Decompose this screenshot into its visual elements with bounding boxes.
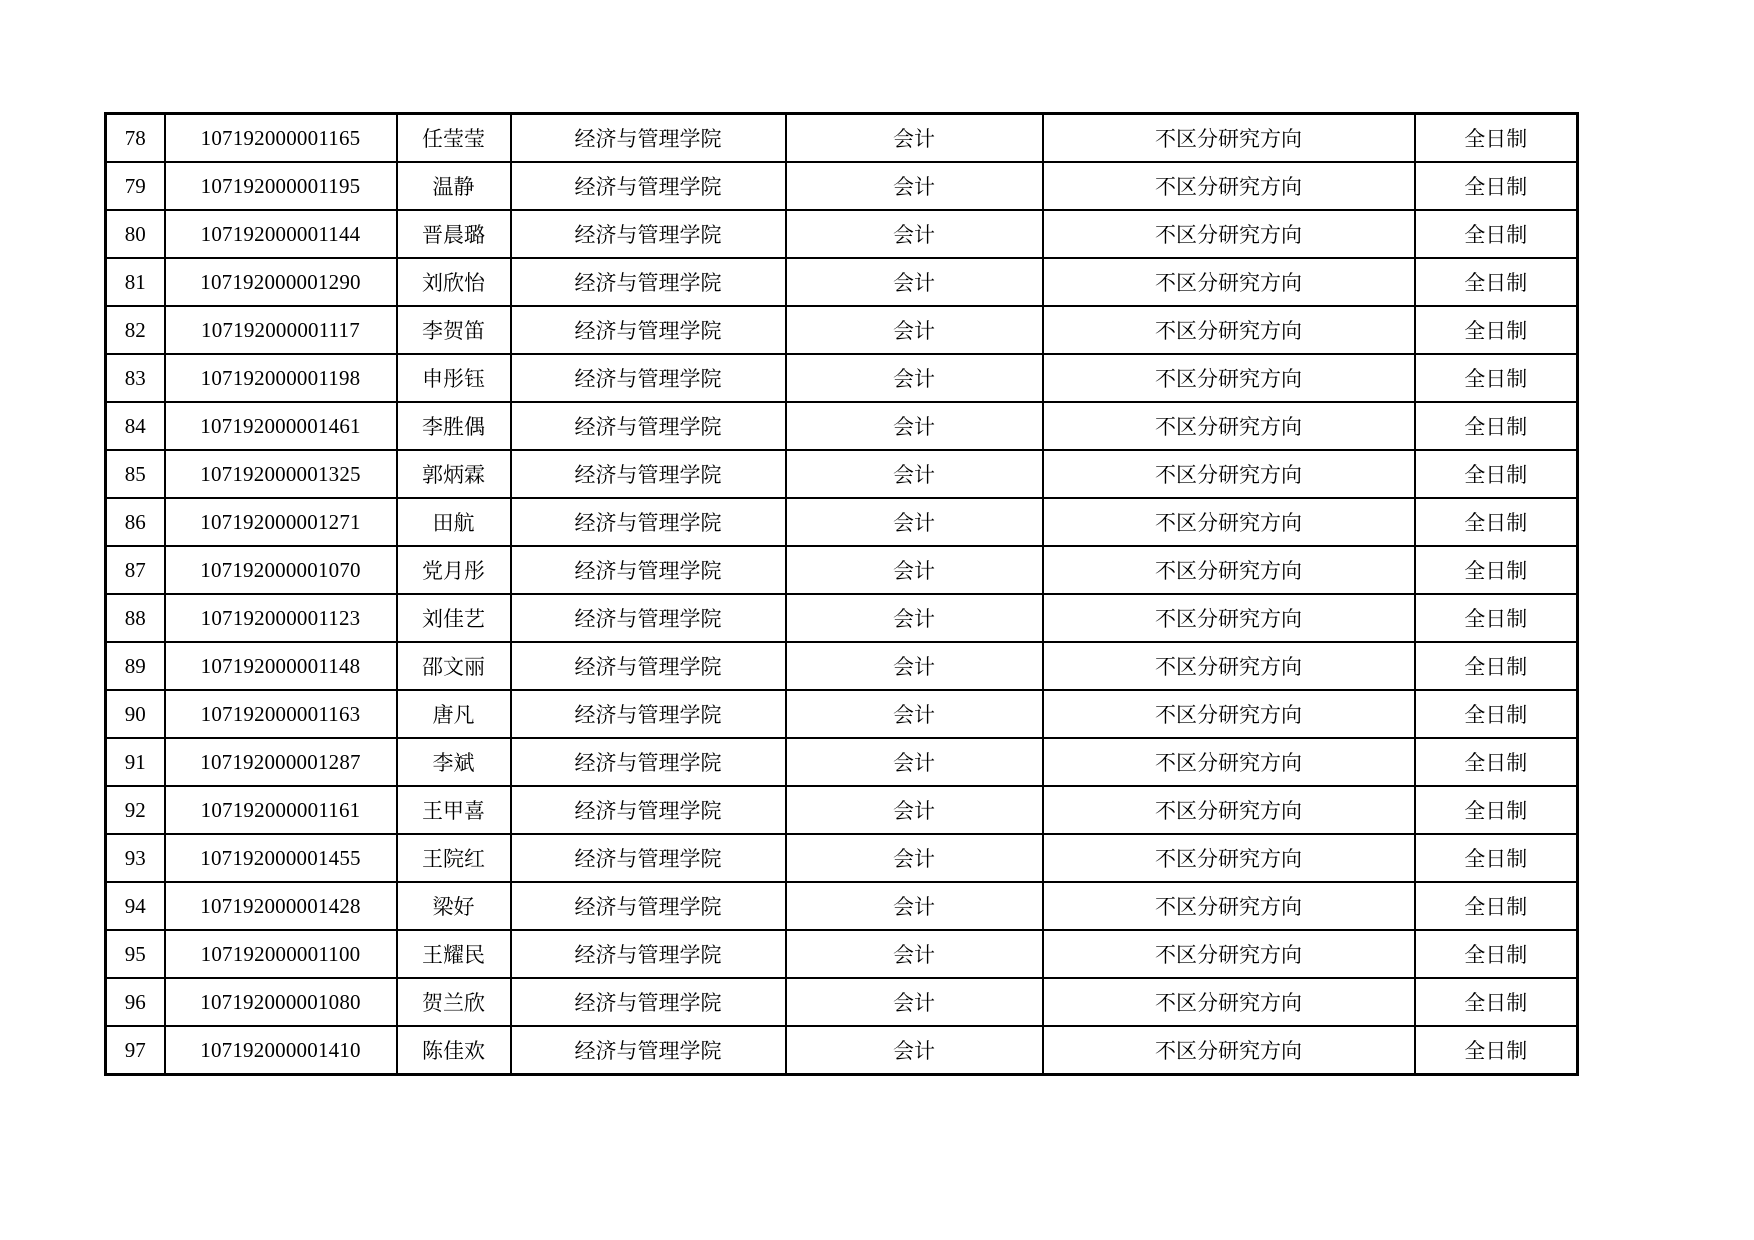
student-name-cell: 邵文丽	[397, 642, 511, 690]
row-number-cell: 81	[106, 258, 165, 306]
row-number-cell: 95	[106, 930, 165, 978]
table-row	[106, 786, 1578, 834]
college-cell: 经济与管理学院	[511, 210, 786, 258]
table-row	[106, 642, 1578, 690]
student-name-cell: 王耀民	[397, 930, 511, 978]
exam-id-cell: 107192000001428	[165, 882, 397, 930]
row-number-cell: 80	[106, 210, 165, 258]
student-name-cell: 陈佳欢	[397, 1026, 511, 1075]
table-row	[106, 690, 1578, 738]
table-row	[106, 498, 1578, 546]
row-number-cell: 92	[106, 786, 165, 834]
row-number-cell: 87	[106, 546, 165, 594]
major-cell: 会计	[786, 882, 1043, 930]
college-cell: 经济与管理学院	[511, 738, 786, 786]
major-cell: 会计	[786, 162, 1043, 210]
student-name-cell: 王院红	[397, 834, 511, 882]
admission-list-table	[104, 112, 1579, 1076]
exam-id-cell: 107192000001080	[165, 978, 397, 1026]
student-name-cell: 李胜偶	[397, 402, 511, 450]
student-name-cell: 温静	[397, 162, 511, 210]
study-mode-cell: 全日制	[1415, 786, 1578, 834]
row-number-cell: 85	[106, 450, 165, 498]
student-name-cell: 申彤钰	[397, 354, 511, 402]
college-cell: 经济与管理学院	[511, 834, 786, 882]
college-cell: 经济与管理学院	[511, 594, 786, 642]
student-name-cell: 唐凡	[397, 690, 511, 738]
major-cell: 会计	[786, 210, 1043, 258]
student-name-cell: 李斌	[397, 738, 511, 786]
major-cell: 会计	[786, 114, 1043, 163]
major-cell: 会计	[786, 258, 1043, 306]
row-number-cell: 90	[106, 690, 165, 738]
college-cell: 经济与管理学院	[511, 402, 786, 450]
exam-id-cell: 107192000001144	[165, 210, 397, 258]
study-mode-cell: 全日制	[1415, 930, 1578, 978]
student-name-cell: 刘欣怡	[397, 258, 511, 306]
study-mode-cell: 全日制	[1415, 354, 1578, 402]
row-number-cell: 82	[106, 306, 165, 354]
table-row	[106, 738, 1578, 786]
major-cell: 会计	[786, 978, 1043, 1026]
research-direction-cell: 不区分研究方向	[1043, 690, 1415, 738]
study-mode-cell: 全日制	[1415, 642, 1578, 690]
research-direction-cell: 不区分研究方向	[1043, 354, 1415, 402]
table-row	[106, 834, 1578, 882]
study-mode-cell: 全日制	[1415, 210, 1578, 258]
study-mode-cell: 全日制	[1415, 450, 1578, 498]
exam-id-cell: 107192000001163	[165, 690, 397, 738]
document-page	[104, 112, 1576, 1076]
study-mode-cell: 全日制	[1415, 882, 1578, 930]
study-mode-cell: 全日制	[1415, 834, 1578, 882]
exam-id-cell: 107192000001271	[165, 498, 397, 546]
major-cell: 会计	[786, 738, 1043, 786]
major-cell: 会计	[786, 306, 1043, 354]
study-mode-cell: 全日制	[1415, 1026, 1578, 1075]
major-cell: 会计	[786, 450, 1043, 498]
row-number-cell: 84	[106, 402, 165, 450]
row-number-cell: 97	[106, 1026, 165, 1075]
study-mode-cell: 全日制	[1415, 306, 1578, 354]
study-mode-cell: 全日制	[1415, 498, 1578, 546]
student-name-cell: 梁好	[397, 882, 511, 930]
major-cell: 会计	[786, 546, 1043, 594]
research-direction-cell: 不区分研究方向	[1043, 162, 1415, 210]
exam-id-cell: 107192000001325	[165, 450, 397, 498]
research-direction-cell: 不区分研究方向	[1043, 210, 1415, 258]
exam-id-cell: 107192000001287	[165, 738, 397, 786]
study-mode-cell: 全日制	[1415, 978, 1578, 1026]
major-cell: 会计	[786, 354, 1043, 402]
row-number-cell: 89	[106, 642, 165, 690]
college-cell: 经济与管理学院	[511, 162, 786, 210]
study-mode-cell: 全日制	[1415, 738, 1578, 786]
row-number-cell: 86	[106, 498, 165, 546]
exam-id-cell: 107192000001123	[165, 594, 397, 642]
major-cell: 会计	[786, 642, 1043, 690]
research-direction-cell: 不区分研究方向	[1043, 306, 1415, 354]
exam-id-cell: 107192000001455	[165, 834, 397, 882]
research-direction-cell: 不区分研究方向	[1043, 1026, 1415, 1075]
study-mode-cell: 全日制	[1415, 258, 1578, 306]
major-cell: 会计	[786, 690, 1043, 738]
row-number-cell: 88	[106, 594, 165, 642]
row-number-cell: 83	[106, 354, 165, 402]
table-row	[106, 978, 1578, 1026]
table-row	[106, 450, 1578, 498]
college-cell: 经济与管理学院	[511, 786, 786, 834]
student-name-cell: 田航	[397, 498, 511, 546]
major-cell: 会计	[786, 498, 1043, 546]
table-row	[106, 546, 1578, 594]
student-name-cell: 党月彤	[397, 546, 511, 594]
row-number-cell: 79	[106, 162, 165, 210]
student-name-cell: 郭炳霖	[397, 450, 511, 498]
exam-id-cell: 107192000001195	[165, 162, 397, 210]
college-cell: 经济与管理学院	[511, 882, 786, 930]
row-number-cell: 91	[106, 738, 165, 786]
college-cell: 经济与管理学院	[511, 1026, 786, 1075]
exam-id-cell: 107192000001461	[165, 402, 397, 450]
exam-id-cell: 107192000001290	[165, 258, 397, 306]
college-cell: 经济与管理学院	[511, 546, 786, 594]
college-cell: 经济与管理学院	[511, 930, 786, 978]
research-direction-cell: 不区分研究方向	[1043, 642, 1415, 690]
exam-id-cell: 107192000001148	[165, 642, 397, 690]
research-direction-cell: 不区分研究方向	[1043, 498, 1415, 546]
student-name-cell: 王甲喜	[397, 786, 511, 834]
research-direction-cell: 不区分研究方向	[1043, 258, 1415, 306]
research-direction-cell: 不区分研究方向	[1043, 402, 1415, 450]
college-cell: 经济与管理学院	[511, 642, 786, 690]
study-mode-cell: 全日制	[1415, 114, 1578, 163]
table-row	[106, 258, 1578, 306]
major-cell: 会计	[786, 786, 1043, 834]
major-cell: 会计	[786, 402, 1043, 450]
study-mode-cell: 全日制	[1415, 594, 1578, 642]
study-mode-cell: 全日制	[1415, 402, 1578, 450]
row-number-cell: 96	[106, 978, 165, 1026]
table-row	[106, 594, 1578, 642]
research-direction-cell: 不区分研究方向	[1043, 594, 1415, 642]
college-cell: 经济与管理学院	[511, 450, 786, 498]
exam-id-cell: 107192000001161	[165, 786, 397, 834]
table-body	[106, 114, 1578, 1075]
research-direction-cell: 不区分研究方向	[1043, 978, 1415, 1026]
student-name-cell: 刘佳艺	[397, 594, 511, 642]
college-cell: 经济与管理学院	[511, 498, 786, 546]
major-cell: 会计	[786, 1026, 1043, 1075]
study-mode-cell: 全日制	[1415, 162, 1578, 210]
research-direction-cell: 不区分研究方向	[1043, 834, 1415, 882]
college-cell: 经济与管理学院	[511, 978, 786, 1026]
college-cell: 经济与管理学院	[511, 354, 786, 402]
college-cell: 经济与管理学院	[511, 690, 786, 738]
row-number-cell: 94	[106, 882, 165, 930]
research-direction-cell: 不区分研究方向	[1043, 450, 1415, 498]
table-row	[106, 162, 1578, 210]
college-cell: 经济与管理学院	[511, 258, 786, 306]
college-cell: 经济与管理学院	[511, 306, 786, 354]
table-row	[106, 1026, 1578, 1075]
exam-id-cell: 107192000001100	[165, 930, 397, 978]
table-row	[106, 882, 1578, 930]
table-row	[106, 930, 1578, 978]
table-row	[106, 210, 1578, 258]
research-direction-cell: 不区分研究方向	[1043, 738, 1415, 786]
study-mode-cell: 全日制	[1415, 546, 1578, 594]
exam-id-cell: 107192000001410	[165, 1026, 397, 1075]
research-direction-cell: 不区分研究方向	[1043, 546, 1415, 594]
major-cell: 会计	[786, 594, 1043, 642]
college-cell: 经济与管理学院	[511, 114, 786, 163]
major-cell: 会计	[786, 834, 1043, 882]
table-row	[106, 114, 1578, 163]
table-row	[106, 306, 1578, 354]
row-number-cell: 93	[106, 834, 165, 882]
exam-id-cell: 107192000001165	[165, 114, 397, 163]
research-direction-cell: 不区分研究方向	[1043, 930, 1415, 978]
row-number-cell: 78	[106, 114, 165, 163]
student-name-cell: 任莹莹	[397, 114, 511, 163]
student-name-cell: 李贺笛	[397, 306, 511, 354]
student-name-cell: 贺兰欣	[397, 978, 511, 1026]
student-name-cell: 晋晨璐	[397, 210, 511, 258]
research-direction-cell: 不区分研究方向	[1043, 786, 1415, 834]
exam-id-cell: 107192000001070	[165, 546, 397, 594]
table-row	[106, 402, 1578, 450]
research-direction-cell: 不区分研究方向	[1043, 114, 1415, 163]
exam-id-cell: 107192000001117	[165, 306, 397, 354]
major-cell: 会计	[786, 930, 1043, 978]
table-row	[106, 354, 1578, 402]
exam-id-cell: 107192000001198	[165, 354, 397, 402]
research-direction-cell: 不区分研究方向	[1043, 882, 1415, 930]
study-mode-cell: 全日制	[1415, 690, 1578, 738]
